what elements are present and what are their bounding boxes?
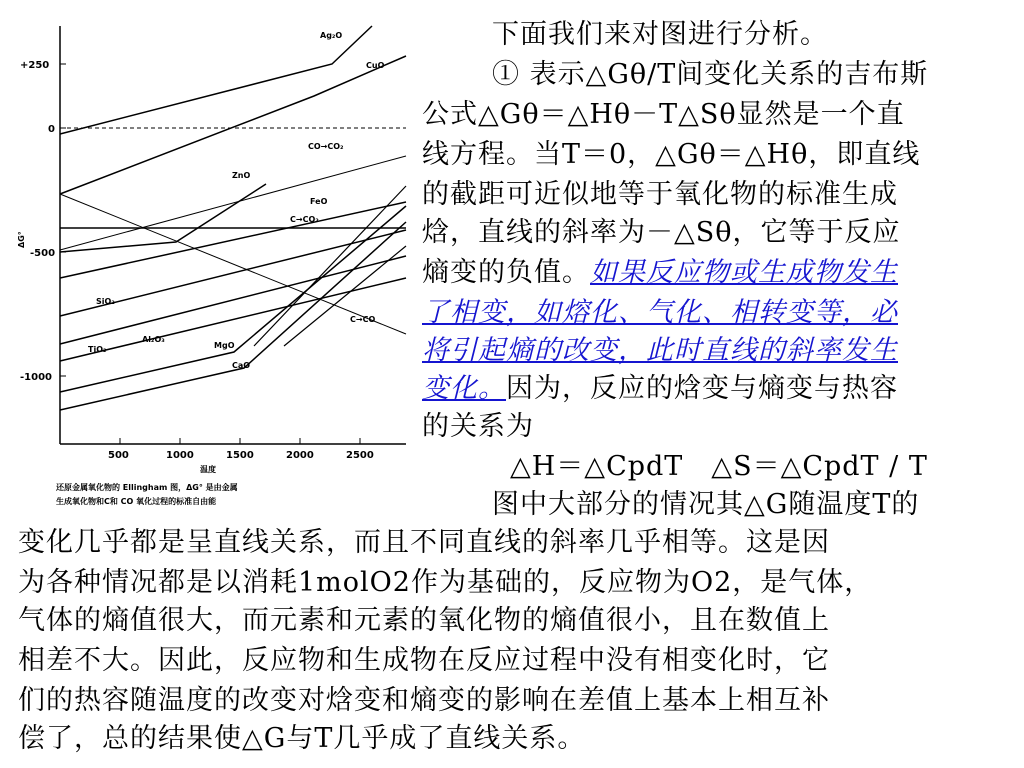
c-co-label: C→CO [350, 315, 376, 324]
ellingham-diagram [14, 16, 414, 506]
c-co-line [60, 194, 406, 334]
ag2o-label: Ag₂O [320, 31, 343, 40]
co-co2-label: CO→CO₂ [308, 142, 344, 151]
c-co2-label: C→CO₂ [290, 215, 319, 224]
paragraph-line: 为各种情况都是以消耗1molO2作为基础的，反应物为O2，是气体， [18, 567, 873, 598]
paragraph-line: 的关系为 [422, 411, 534, 442]
paragraph-line: 变化几乎都是呈直线关系，而且不同直线的斜率几乎相等。这是因 [18, 527, 830, 558]
emphasized-line: 了相变，如熔化、气化、相转变等，必 [422, 297, 898, 328]
paragraph-line: ① 表示△Gθ/T间变化关系的吉布斯 [492, 59, 929, 90]
x-tick-label: 1500 [226, 450, 254, 461]
emphasized-text: 变化。 [422, 373, 506, 404]
emphasized-line: 将引起熵的改变，此时直线的斜率发生 [422, 335, 898, 366]
paragraph-line: 线方程。当T＝0，△Gθ＝△Hθ，即直线 [422, 139, 921, 170]
y-tick-label: +250 [20, 60, 50, 71]
paragraph-line: 们的热容随温度的改变对焓变和熵变的影响在差值上基本上相互补 [18, 685, 830, 716]
y-tick-label: -1000 [20, 372, 52, 383]
x-tick-label: 1000 [166, 450, 194, 461]
paragraph-intro: 下面我们来对图进行分析。 [492, 19, 828, 50]
paragraph-line: 公式△Gθ＝△Hθ－T△Sθ显然是一个直 [422, 99, 905, 130]
x-tick-label: 2000 [286, 450, 314, 461]
paragraph-line: 的截距可近似地等于氧化物的标准生成 [422, 179, 898, 210]
figure-caption-line1: 还原金属氧化物的 Ellingham 图，ΔG° 是由金属 [56, 483, 238, 492]
emphasized-text: 如果反应物或生成物发生 [590, 257, 898, 288]
plain-text: 因为，反应的焓变与熵变与热容 [506, 373, 898, 404]
y-axis-label: ΔG° [17, 231, 26, 248]
x-tick-label: 500 [108, 450, 129, 461]
formula-line: △H＝△CpdT △S＝△CpdT / T [510, 451, 928, 482]
paragraph-line [422, 372, 898, 406]
paragraph-line: 偿了，总的结果使△G与T几乎成了直线关系。 [18, 723, 586, 754]
y-tick-label: -500 [30, 248, 56, 259]
feo-label: FeO [310, 197, 328, 206]
x-tick-label: 2500 [346, 450, 374, 461]
plain-text: 熵变的负值。 [422, 257, 590, 288]
extra-steep-line [254, 186, 406, 346]
cao-label: CaO [232, 361, 251, 370]
ag2o-line [60, 26, 372, 134]
paragraph-line: 气体的熵值很大，而元素和元素的氧化物的熵值很小，且在数值上 [18, 605, 830, 636]
paragraph-line [422, 256, 898, 290]
figure-caption-line2: 生成氧化物和C和 CO 氧化过程的标准自由能 [56, 497, 217, 506]
zno-label: ZnO [232, 171, 251, 180]
y-tick-label: 0 [48, 124, 55, 135]
cuo-label: CuO [366, 61, 385, 70]
sio2-label: SiO₂ [96, 297, 115, 306]
tio2-label: TiO₂ [88, 345, 107, 354]
mgo-label: MgO [214, 341, 235, 350]
x-axis-label: 温度 [200, 465, 216, 474]
al2o3-label: Al₂O₃ [142, 335, 165, 344]
paragraph-line: 图中大部分的情况其△G随温度T的 [492, 489, 920, 520]
paragraph-line: 焓，直线的斜率为－△Sθ，它等于反应 [422, 217, 901, 248]
paragraph-line: 相差不大。因此，反应物和生成物在反应过程中没有相变化时，它 [18, 645, 830, 676]
